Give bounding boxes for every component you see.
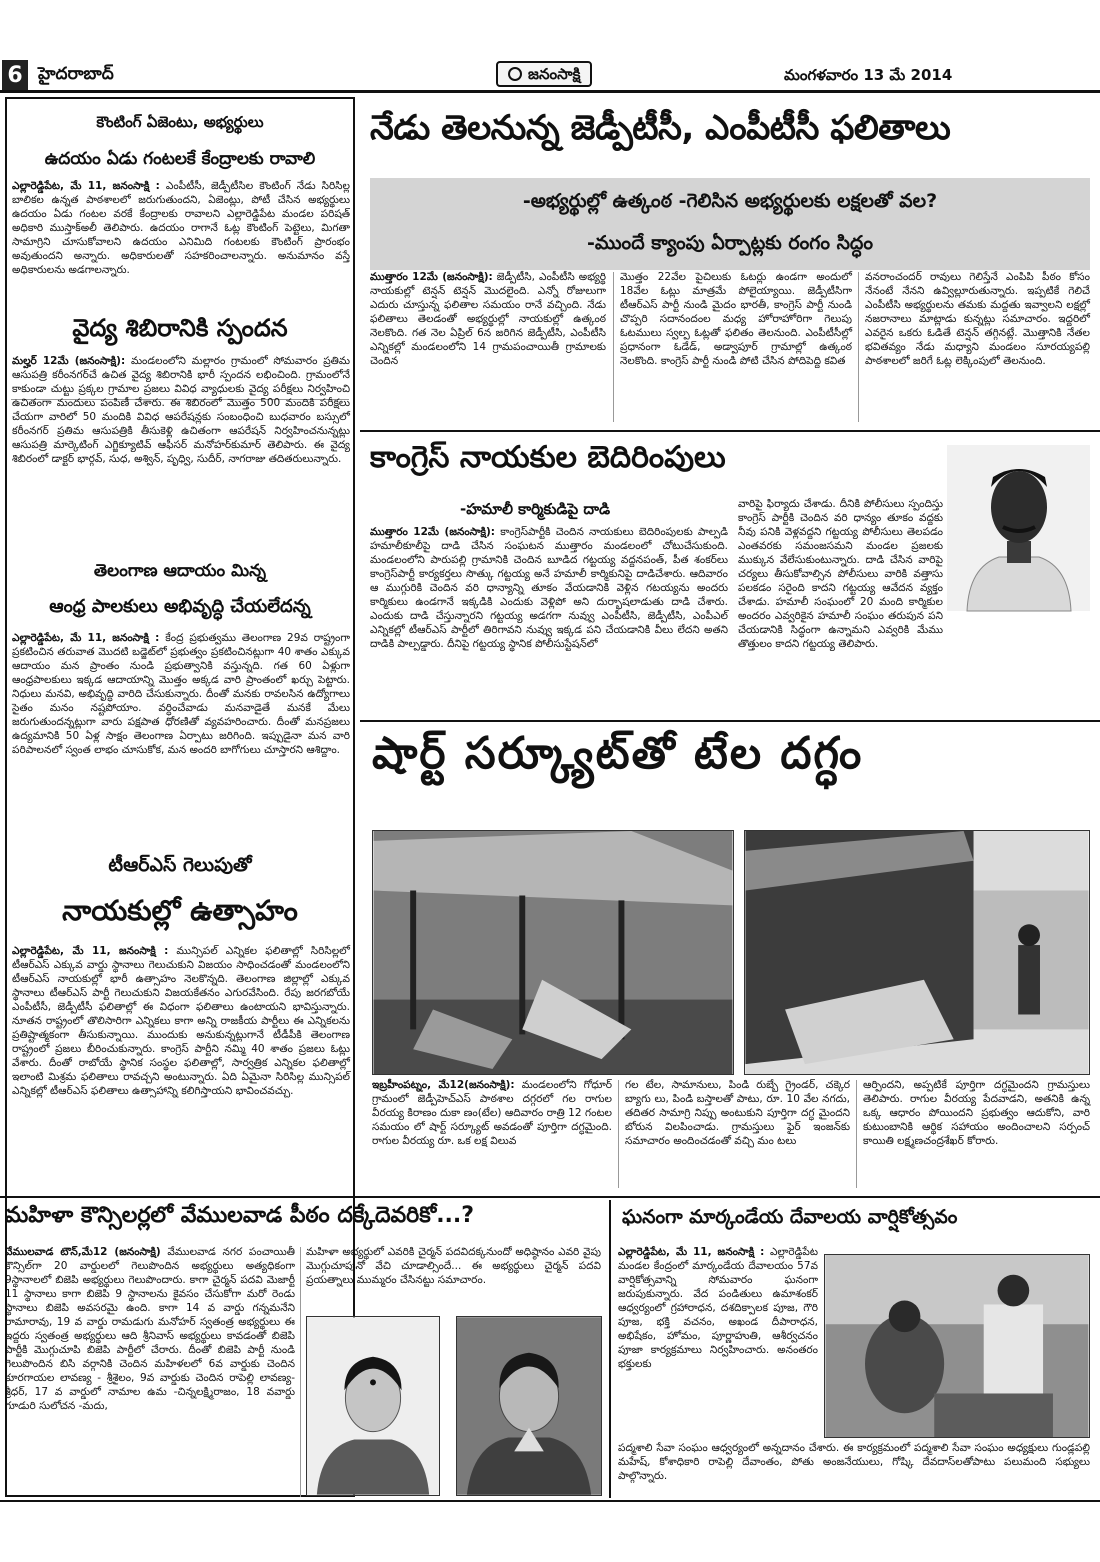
article-headline: కాంగ్రెస్ నాయకుల బెదిరింపులు xyxy=(370,440,726,475)
article-body xyxy=(12,631,350,849)
article-headline: మహిళా కౌన్సిలర్లలో వేములవాడ పీఠం దక్కేదెవరికో...? xyxy=(5,1203,475,1228)
article-text: మండలంలోని గోధూర్ గ్రామంలో జెడ్పీహెచ్ఎస్ పాఠశాల దగ్గరలో గల రాగుల వీరయ్య కిరాణం దుకా ణం(టేల) ఆదివారం రాత్రి 12 గంటల సమయం లో షార్ట్ సర్క్యూట్ అవడంతో పూర్తిగా దగ్ధమైంది. రాగుల వీరయ్య రూ. ఒక లక్ష విలువ xyxy=(372,1079,612,1147)
article-dateline: మల్హర్ 12మే (జనంసాక్షి): xyxy=(12,355,126,367)
header-rule xyxy=(0,90,1100,93)
article-headline: టీఆర్ఎస్ గెలుపుతో xyxy=(108,854,252,876)
article-text: వేములవాడ నగర పంచాయితీ కౌన్సిల్‌గా 20 వార్డులలో గెలుపొందిన అభ్యర్థులు అత్యధికంగా 9స్థానాలలో బిజెపి అభ్యర్థులు గెలుపొందారు. కాగా చైర్మన్ పదవి మెజార్టీ 11 స్థానాలు కాగా బిజెపి 9 స్థానాలను కైవసం చేసుకోగా మరో రెండు స్థానాలు బిజెపి అవసరమై ఉంది. కాగా 14 వ వార్డు గన్నమనేని రామారావు, 19 వ వార్డు రామడుగు మనోహర్ స్వతంత్ర అభ్యర్థులు ఈ ఇద్దరు స్వతంత్ర అభ్యర్థులు ఆది శ్రీనివాస్ అభ్యర్థులు కావడంతో బిజెపి పార్టీకి మొగ్గుచూపి బిజెపి పార్టీలో చేరారు. దీంతో బిజెపి పార్టీ నుండి గెలుపొందిన బిసి వర్గానికి చెందిన మహిళలలో 6వ వార్డుకు చెందిన కూరగాయల లావణ్య - శ్రీశైలం, 9వ వార్డుకు చెందిన రాపెల్లి లావణ్య- శ్రీధర్, 17 వ వార్డులో నామాల ఉమ -చిన్నలక్ష్మిరాజం, 18 వవార్డు గూడురి సులోచన -మదు, xyxy=(5,1246,296,1412)
article-dateline: ఎల్లారెడ్డిపేట, మే 11, జనంసాక్షి : xyxy=(12,632,160,644)
article-text: ఎల్లారెడ్డిపేట మండల కేంద్రంలో మార్కండేయ దేవాలయం 57వ వార్షికోత్సవాన్ని సోమవారం ఘనంగా జరుపుకున్నారు. వేద పండితులు ఉమాశంకర్ ఆధ్వర్యంలో గ్రహారాధన, దశదిక్పాలక పూజ, గౌరి పూజ, భక్తి వచనం, అఖండ దీపారాధన, అభిషేకం, హోమం, పూర్ణాహుతి, ఆశీర్వచనం పూజా కార్యక్రమాలు నిర్వహించారు. అనంతరం భక్తులకు xyxy=(618,1246,818,1370)
article-body xyxy=(12,944,350,1214)
article-text: జెడ్పీటీసి, ఎంపీటీసి అభ్యర్థి నాయకుల్లో టెన్షన్ టెన్షన్ మొదలైంది. ఎన్నో రోజులుగా ఎదురు చూస్తున్న ఫలితాల సమయం రానే వచ్చింది. నేడు ఫలితాలు తెలడంతో అభ్యర్థుల్లో నాయకుల్లో ఉత్కంఠ నెలకొంది. గత నెల ఏప్రిల్ 6న జరిగిన జెడ్పీటీసి, ఎంపీటీసి ఎన్నికల్లో మండలంలోని 14 గ్రామపంచాయితీ గ్రామాలకు చెందిన xyxy=(370,271,606,367)
section-divider xyxy=(360,720,1100,722)
article-column xyxy=(618,1245,818,1441)
burnt-shed-illustration xyxy=(373,831,733,1074)
article-text: మున్సిపల్ ఎన్నికల ఫలితాల్లో సిరిసిల్లలో టీఆర్ఎస్ ఎక్కువ వార్డు స్థానాలు గెలుచుకుని విజయం సాధించడంతో మండలంలోని టీఆర్ఎస్ నాయకుల్లో భారీ ఉత్సాహం నెలకొన్నది. తెలంగాణ జిల్లాల్లో ఎక్కువ స్థానాలు టీఆర్ఎస్ పార్టీ గెలుచుకుని విజయకేతనం ఎగురవేసింది. రేపు జరగబోయే ఎంపీటీసీ, జెడ్పీటీసీ ఫలితాల్లో ఈ విధంగా ఫలితాలు ఉంటాయని భావిస్తున్నారు. నూతన రాష్ట్రంలో తొలిసారిగా ఎన్నికలు కాగా అన్ని రాజకీయ పార్టీలు ఈ ఎన్నికలను ప్రతిష్టాత్మకంగా తీసుకున్నాయి. ముందుకు అనుకున్నట్లుగానే టీడీపీకి తెలంగాణ రాష్ట్రంలో ప్రజలు బీరించుకున్నారు. కాంగ్రెస్ పార్టీని నమ్మి 40 శాతం ప్రజలు ఓట్లు వేశారు. దీంతో రాబోయే స్థానిక సంస్థల ఫలితాల్లో, సార్వత్రిక ఎన్నికల ఫలితాల్లో ఇలాంటి మిశ్రమ ఫలితాలు రావచ్చని అంటున్నారు. ఏది ఏమైనా సిరిసిల్ల మున్సిపల్ ఎన్నికల్లో టీఆర్ఎస్ ఫలితాలు ఉత్సాహాన్ని కలిగిస్తాయని భావించవచ్చు. xyxy=(12,945,350,1097)
article-headline: ఘనంగా మార్కండేయ దేవాలయ వార్షికోత్సవం xyxy=(622,1206,958,1228)
subheadline: -ముందే క్యాంపు ఏర్పాట్లకు రంగం సిద్ధం xyxy=(587,232,873,254)
candidate-portrait-photo xyxy=(456,1316,602,1496)
column-divider xyxy=(300,1247,301,1497)
column-divider xyxy=(856,1080,857,1188)
article-body xyxy=(12,354,350,530)
article-headline: ఆంధ్ర పాలకులు అభివృద్ధి చేయలేదన్న xyxy=(49,596,311,617)
footer-rule xyxy=(0,1500,1100,1502)
article-dateline: ఎల్లారెడ్డిపేట, మే 11, జనంసాక్షి : xyxy=(12,180,160,192)
article-column xyxy=(372,1078,612,1190)
shed-ruins-photo xyxy=(744,830,1090,1075)
subheadline-box xyxy=(370,178,1090,270)
burnt-shed-photo xyxy=(372,830,734,1075)
article-body xyxy=(12,179,350,383)
candidate-portrait-illustration xyxy=(457,1317,601,1495)
article-dateline: ఎల్లారెడ్డిపేట, మే 11, జనంసాక్షి : xyxy=(618,1246,765,1258)
candidate-portrait-illustration xyxy=(307,1317,439,1495)
page-number: 6 xyxy=(2,60,28,92)
logo-emblem-icon xyxy=(508,67,522,81)
article-text: కేంద్ర ప్రభుత్వము తెలంగాణ 29వ రాష్ట్రంగా ప్రకటించిన తరువాత మొదటి బడ్జెట్‌లో ప్రభుత్వం ప్రకటించినట్లుగా 40 శాతం ఎక్కువ ఆదాయం మన ప్రాంతం నుండి ప్రభుత్వానికి వస్తున్నది. గత 60 ఏళ్లుగా ఆంధ్రపాలకులు ఇక్కడ ఆదాయాన్ని మొత్తం అక్కడ వారి ప్రాంతంలో ఖర్చు పెట్టారు. నిధులు మనవి, అభివృద్ధి వారిది చేసుకున్నారు. దీంతో మనకు రావలసిన ఉద్యోగాలు సైతం మనం నష్టపోయాం. వర్ధించేవాడు మనవాడైతే మనకే మేలు జరుగుతుందన్నట్లుగా వారు పక్షపాత ధోరణితో వ్యవహరించారు. దీంతో మనప్రజలు ఉద్యమానికి 50 ఏళ్ల సాక్షం తెలంగాణ ఏర్పాటు జరిగింది. ఇప్పుడైనా మన వారి పరిపాలనలో స్వంత లాభం చూసుకోక, మన అందరి బాగోగులు చూస్తారని ఆశిద్దాం. xyxy=(12,632,351,756)
article-column: గల టేల, సామానులు, పిండి రుబ్బే గ్రైండర్, చక్కెర బ్యాగు లు, పిండి బస్తాలతో పాటు, రూ. 10 వేల నగదు, తదితర సామాగ్రి నిప్పు అంటుకుని పూర్తిగా దగ్ధ మైందని బోరున విలపించాడు. గ్రామస్తులు ఫైర్ ఇంజన్‌కు సమాచారం అందించడంతో వచ్చి మం టలు xyxy=(625,1079,850,1147)
article-column: పద్మశాలి సేవా సంఘం ఆధ్వర్యంలో అన్నదానం చేశారు. ఈ కార్యక్రమంలో పద్మశాలి సేవా సంఘం అధ్యక్షులు గుండ్లపల్లి మహేష్, కోశాధికారి రాపెల్లి దేవాంతం, పోతు అంజనేయులు, గోష్కి దేవదాస్‌లతోపాటు పలుమంది సభ్యులు పాల్గొన్నారు. xyxy=(618,1442,1090,1482)
candidate-portrait-photo xyxy=(306,1316,440,1496)
section-divider xyxy=(360,430,1100,432)
article-text: కాంగ్రెస్‌పార్టీకి చెందిన నాయకులు బెదిరింపులకు పాల్పడి హమాలీకూలీపై దాడి చేసిన సంఘటన ముత్తారం మండలంలో చోటుచేసుకుంది. మండలంలోని పారుపల్లి గ్రామానికి చెందిన బూడిద గట్టయ్య వద్దనపంత్, పీత శంకర్‌లు కాంగ్రెస్‌పార్టీ కార్యకర్తలు సొత్కు గట్టయ్య అనే హమాలీ కార్మికునిపై దాడిచేశారు. ఆదివారం ఆ ముగ్గురికి చెందిన వరి ధాన్యాన్ని తూకం వేయడానికి వెళ్లిన గటయ్యను అందరు కార్మికులు ఉండగానే ఇక్కడికి ఎందుకు వెళ్లిపో అని దుర్భాషలాడుతు దాడి చేశారు. ఎందుకు దాడి చేస్తున్నారని గట్టయ్య అడగగా నువ్వు ఎంపీటీసి, జెడ్పీటీసి, ఎంపీఎల్ ఎన్నికల్లో టీఆర్ఎస్ పార్టీలో తిరిగావని నువ్వు ఇక్కడ పని చేయడానికి వీలు లేదని అతని దాడికి పాల్పడ్డారు. దీనిపై గట్టయ్య స్థానిక పోలీసుస్టేషన్‌లో xyxy=(370,526,728,650)
article-column xyxy=(5,1245,295,1497)
issue-date: మంగళవారం 13 మే 2014 xyxy=(784,66,953,84)
column-divider xyxy=(858,272,859,422)
temple-ritual-illustration xyxy=(825,1255,1089,1437)
article-dateline: ముత్తారం 12మే (జనంసాక్షి): xyxy=(370,526,495,538)
person-portrait-photo xyxy=(947,445,1090,611)
article-text: మండలంలోని మల్లారం గ్రామంలో సోమవారం ప్రతిమ ఆసుపత్రి కరీంనగర్‌చే ఉచిత వైద్య శిబిరానికి భారీ స్పందన లభించింది. గ్రామంలోనే కాకుండా చుట్టు ప్రక్కల గ్రామాల ప్రజలు వివిధ వ్యాధులకు వైద్య పరీక్షలు నిర్వహించి ఉచితంగా మందులు పంపిణీ చేశారు. ఈ శిబిరంలో మొత్తం 500 మందికి పరీక్షలు చేయగా వారిలో 50 మందికి వివిధ ఆపరేషన్లకు సంబంధించి బుధవారం బస్సులో కరీంనగర్ ప్రతిమ ఆసుపత్రికి తీసుకెళ్లి ఉచితంగా ఆపరేషన్ నిర్వహించనున్నట్లు ఆసుపత్రి మార్కెటింగ్ ఎగ్జిక్యూటివ్ ఆఫీసర్ మనోహర్‌కుమార్ తెలిపారు. ఈ వైద్య శిబిరంలో డాక్టర్ భార్గవ్, సుధ, అశ్విన్, పృధ్వి, సుదీర్, నాగరాజు తదితరులున్నారు. xyxy=(12,355,350,465)
article-column xyxy=(370,270,606,426)
section-divider xyxy=(0,1196,1100,1198)
article-headline: తెలంగాణ ఆదాయం మిన్న xyxy=(93,561,267,581)
article-column xyxy=(370,525,728,721)
article-text: ఎంపీటీసీ, జెడ్పీటీసిల కౌంటింగ్ నేడు సిరిసిల్ల బాలికల ఉన్నత పాఠశాలలో జరుగుతుందని, ఏజెంట్లు, పోటీ చేసిన అభ్యర్థులు ఉదయం ఏడు గంటల వరకే కేంద్రాలకు రావాలని ఎల్లారెడ్డిపేట మండల పరిషత్ అధికారి ముస్తాక్అలీ తెలిపారు. ఉదయం రాగానే ఓట్ల కౌంటింగ్ పెట్టెలు, మిగతా సామాగ్రిని చూసుకోవాలని ఉదయం ఎనిమిది గంటలకు కౌంటింగ్ ప్రారంభం అవుతుందని అన్నారు. అధికారులతో సహకరించాలన్నారు. అనుమానం వస్తే అధికారులను అడగాలన్నారు. xyxy=(12,180,350,276)
article-column: మొత్తం 22వేల పైచిలుకు ఓటర్లు ఉండగా అందులో 18వేల ఓట్లు మాత్రమే పోలైయ్యాయి. జెడ్పీటీసిగా టీఆర్ఎస్ పార్టీ నుండి మైదం భారతీ, కాంగ్రెస్ పార్టీ నుండి చొప్పరి సదానందంల మధ్య హోరాహోరిగా గెలుపు ఓటములు స్వల్ప ఓట్లతో ఫలితం తెలనుంది. ఎంపీటీసీల్లో ప్రధానంగా ఓడేడ్, అడ్వాపూర్ గ్రామాల్లో ఉత్కంఠ నెలకొంది. కాంగ్రెస్ పార్టీ నుండి పోటి చేసిన పోదిపెద్ది కవిత xyxy=(620,271,852,367)
article-dateline: ముత్తారం 12మే (జనంసాక్షి): xyxy=(370,271,493,283)
article-column: వనరాంచందర్ రావులు గెలిస్తేనే ఎంపిపి పీఠం కోసం నేనంటే నేనని ఉవ్విల్లూరుతున్నారు. ఇప్పటికే గెలిచే ఎంపీటీసి అభ్యర్థులను తమకు మద్దతు ఇవ్వాలని లక్షల్లో నజరానాలు మాట్లాడు కున్నట్లు సమాచారం. ఇద్దరిలో ఎవరైన ఒకరు ఓడితే టెన్షన్ తగ్గినట్లే. మొత్తానికి నేతల భవితవ్యం నేడు మధ్యాని మండలం సూరయ్యపల్లి పాఠశాలలో జరిగే ఓట్ల లెక్కింపులో తెలనుంది. xyxy=(865,271,1090,367)
article-headline: షార్ట్ సర్క్యూట్‌తో టేల దగ్ధం xyxy=(372,728,864,779)
article-subheadline: -హమాలీ కార్మికుడిపై దాడి xyxy=(460,500,611,518)
column-divider xyxy=(618,1080,619,1188)
article-headline: కౌంటింగ్ ఏజెంటు, అభ్యర్థులు xyxy=(96,113,264,131)
article-column: మహిళా అభ్యర్థులో ఎవరికి చైర్మన్ పదవిదక్కనుందో అధిష్ఠానం ఎవరి వైపు మొగ్గుచూపునో వేచి చూడాల్సిందే... ఈ అభ్యర్థులు చైర్మన్ పదవి ప్రయత్నాలు ముమ్మరం చేసినట్టు సమాచారం. xyxy=(306,1246,601,1286)
article-dateline: ఇబ్రహీంపట్నం, మే12(జనంసాక్షి): xyxy=(372,1079,515,1091)
subheadline: -అభ్యర్థుల్లో ఉత్కంఠ -గెలిసిన అభ్యర్థులకు లక్షలతో వల? xyxy=(522,190,938,212)
article-dateline: ఎల్లారెడ్డిపేట, మే 11, జనంసాక్షి : xyxy=(12,945,169,957)
newspaper-logo xyxy=(496,61,592,87)
temple-ritual-photo xyxy=(824,1254,1090,1438)
column-divider xyxy=(613,272,614,422)
logo-text: జనంసాక్షి xyxy=(528,65,581,83)
portrait-illustration xyxy=(947,445,1090,611)
shed-ruins-illustration xyxy=(745,831,1089,1074)
column-divider xyxy=(609,1200,611,1498)
article-headline: వైద్య శిబిరానికి స్పందన xyxy=(72,314,288,342)
article-column: వారిపై ఫిర్యాదు చేశాడు. దీనికి పోలీసులు స్పందిస్తు కాంగ్రెస్ పార్టీకి చెందిన వరి ధాన్యం తూకం వద్దకు నీవు పనికి వెళ్లవద్దని గట్టయ్య పోలీసులు తెలపడం ఎంతవరకు సమంజసమని మండల ప్రజలకు ముక్కున వేలేసుకుంటున్నారు. దాడి చేసిన వారిపై చర్యలు తీసుకోవాల్సిన పోలీసులు వారికి వత్తాసు పలకడం సరైంది కాదని గట్టయ్య ఆవేదన వ్యక్తం చేశాడు. హమాలీ సంఘంలో 20 మంది కార్మికుల అందరం ఎవ్వరికైన హమాలీ సంఘం తరుపున పని చేయడానికి సిద్ధంగా ఉన్నామని ఎవ్వరికి మేము తొత్తులం కాదని గట్టయ్య తెలిపారు. xyxy=(738,498,943,650)
edition-city: హైదరాబాద్ xyxy=(38,64,114,84)
article-headline: నాయకుల్లో ఉత్సాహం xyxy=(62,894,298,927)
article-headline: ఉదయం ఏడు గంటలకే కేంద్రాలకు రావాలి xyxy=(44,149,316,169)
article-dateline: వేములవాడ టౌన్,మే12 (జనంసాక్షి) xyxy=(5,1246,161,1258)
main-headline: నేడు తెలనున్న జెడ్పీటీసీ, ఎంపీటీసీ ఫలితాలు xyxy=(370,108,951,148)
article-column: ఆర్పిందని, అప్పటికే పూర్తిగా దగ్ధమైందని గ్రామస్తులు తెలిపారు. రాగుల వీరయ్య పేదవాడని, అతనికి ఉన్న ఒక్క ఆధారం పోయిందని ప్రభుత్వం ఆదుకోని, వారి కుటుంబానికి ఆర్థిక సహాయం అందించాలని సర్పంచ్ కాయితి లక్ష్మణచంద్రశేఖర్ కోరారు. xyxy=(863,1079,1090,1147)
